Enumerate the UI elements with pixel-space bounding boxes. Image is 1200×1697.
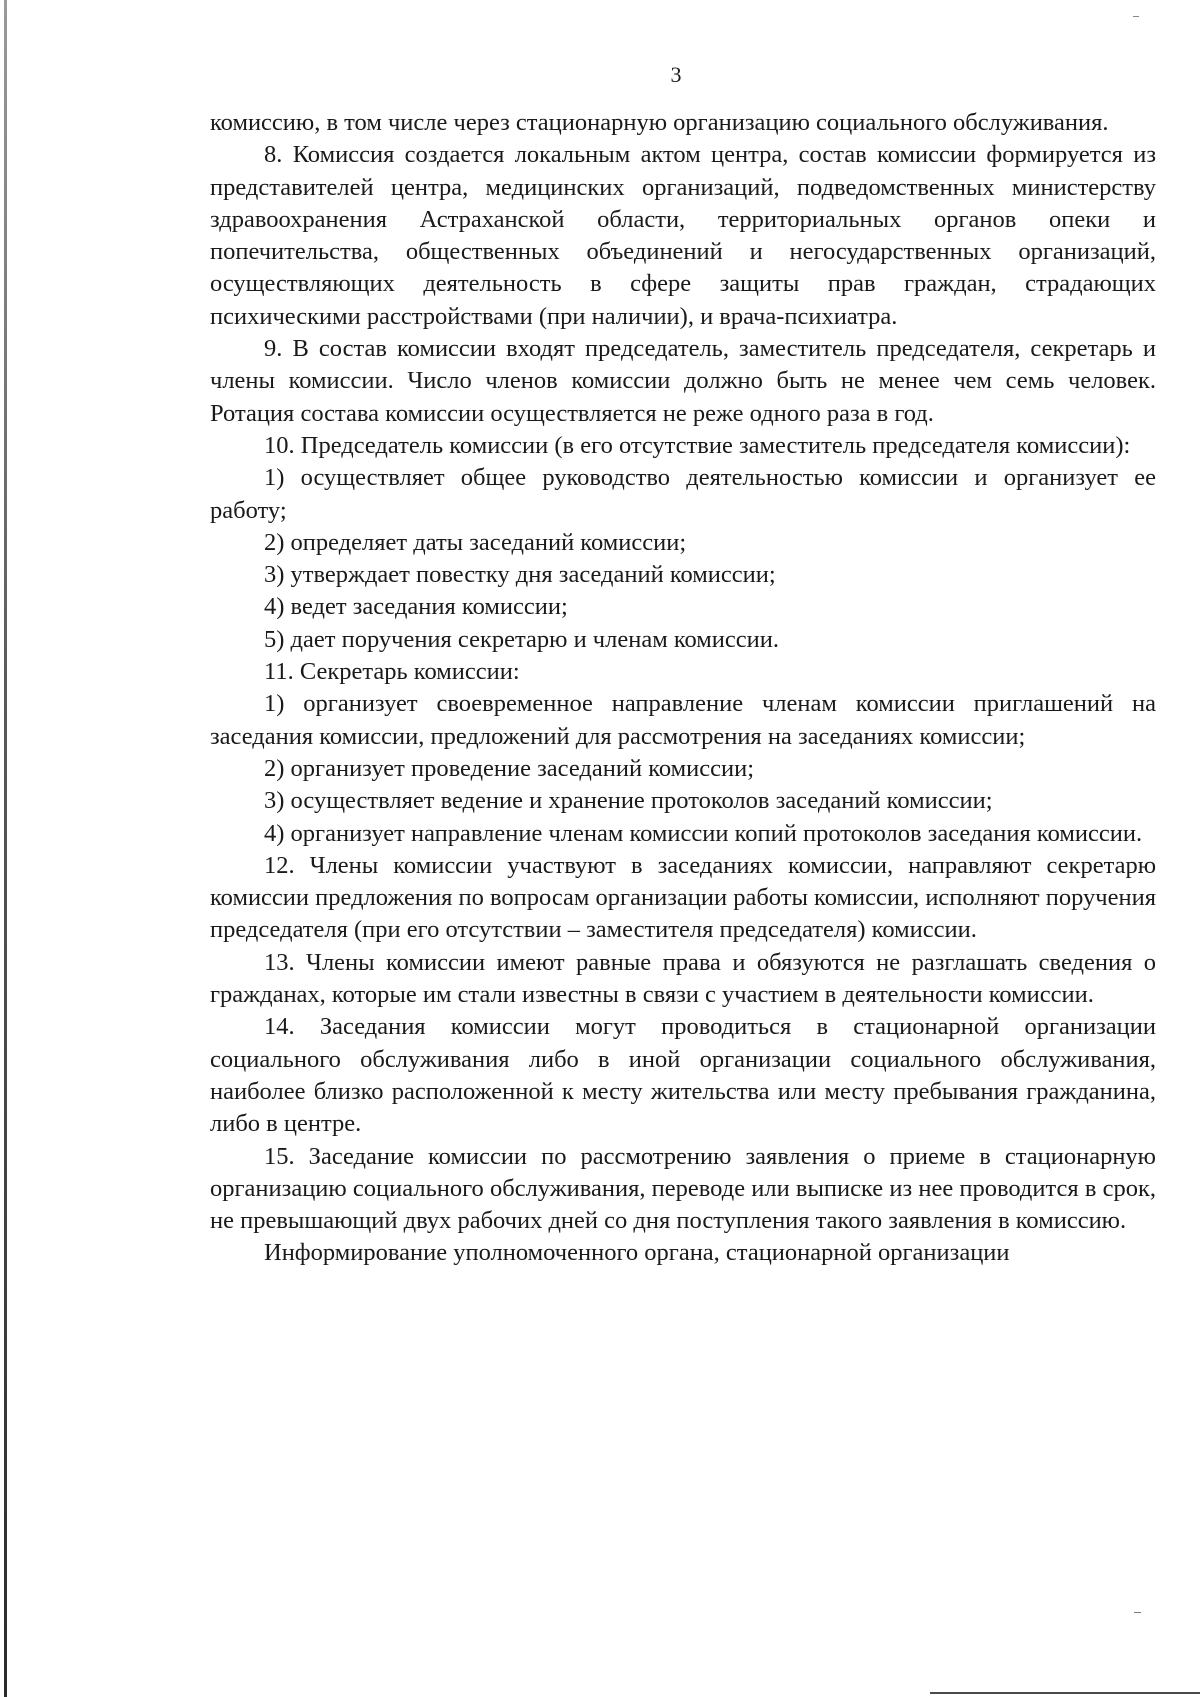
paragraph: 11. Секретарь комиссии: [264, 658, 520, 686]
paragraph: 10. Председатель комиссии (в его отсутствие заместитель председателя комиссии): [264, 431, 1131, 459]
paragraph: 5) дает поручения секретарю и членам комиссии. [264, 625, 779, 653]
paragraph: комиссию, в том числе через стационарную организацию социального обслуживания. [210, 109, 1109, 136]
paragraph: 4) организует направление членам комиссии копий протоколов заседания комиссии. [264, 819, 1143, 847]
scan-mark-top [1133, 16, 1139, 17]
paragraph: 1) организует своевременное направление членам комиссии приглашений на заседания комиссии, предложений для рассмотрения на заседаниях комиссии; [210, 690, 1156, 750]
page-number: 3 [670, 62, 682, 87]
paragraph: 13. Члены комиссии имеют равные права и обязуются не разглашать сведения о гражданах, которые им стали известны в связи с участием в деятельности комиссии. [210, 948, 1156, 1009]
paragraph: Информирование уполномоченного органа, стационарной организации [264, 1239, 1010, 1267]
paragraph: 2) определяет даты заседаний комиссии; [264, 528, 687, 556]
paragraph: 14. Заседания комиссии могут проводиться в стационарной организации социального обслуживания либо в иной организации социального обслуживания, наиболее близко расположенной к месту жительства или месту пребывания гражданина, либо в центре. [210, 1013, 1156, 1138]
paragraph: 15. Заседание комиссии по рассмотрению заявления о приеме в стационарную организацию социального обслуживания, переводе или выписке из нее проводится в срок, не превышающий двух рабочих дней со дня поступления такого заявления в комиссию. [210, 1142, 1156, 1235]
document-body [210, 107, 1156, 1270]
paragraph: 3) осуществляет ведение и хранение протоколов заседаний комиссии; [264, 787, 993, 815]
paragraph: 9. В состав комиссии входят председатель, заместитель председателя, секретарь и члены комиссии. Число членов комиссии должно быть не менее чем семь человек. Ротация состава комиссии осуществляется не реже одного раза в год. [210, 335, 1156, 427]
scan-bottom-line [930, 1692, 1200, 1694]
paragraph: 1) осуществляет общее руководство деятельностью комиссии и организует ее работу; [210, 464, 1156, 524]
scan-left-edge [4, 0, 7, 1697]
paragraph: 2) организует проведение заседаний комиссии; [264, 754, 755, 782]
paragraph: 3) утверждает повестку дня заседаний комиссии; [264, 561, 776, 589]
scan-mark-bottom [1134, 1612, 1141, 1613]
paragraph: 12. Члены комиссии участвуют в заседаниях комиссии, направляют секретарю комиссии предложения по вопросам организации работы комиссии, исполняют поручения председателя (при его отсутствии – заместителя председателя) комиссии. [210, 851, 1156, 944]
paragraph: 8. Комиссия создается локальным актом центра, состав комиссии формируется из представителей центра, медицинских организаций, подведомственных министерству здравоохранения Астраханской области, территориальных органов опеки и попечительства, общественных объединений и негосударственных организаций, осуществляющих деятельность в сфере защиты прав граждан, страдающих психическими расстройствами (при наличии), и врача-психиатра. [210, 141, 1156, 330]
paragraph: 4) ведет заседания комиссии; [264, 593, 568, 621]
